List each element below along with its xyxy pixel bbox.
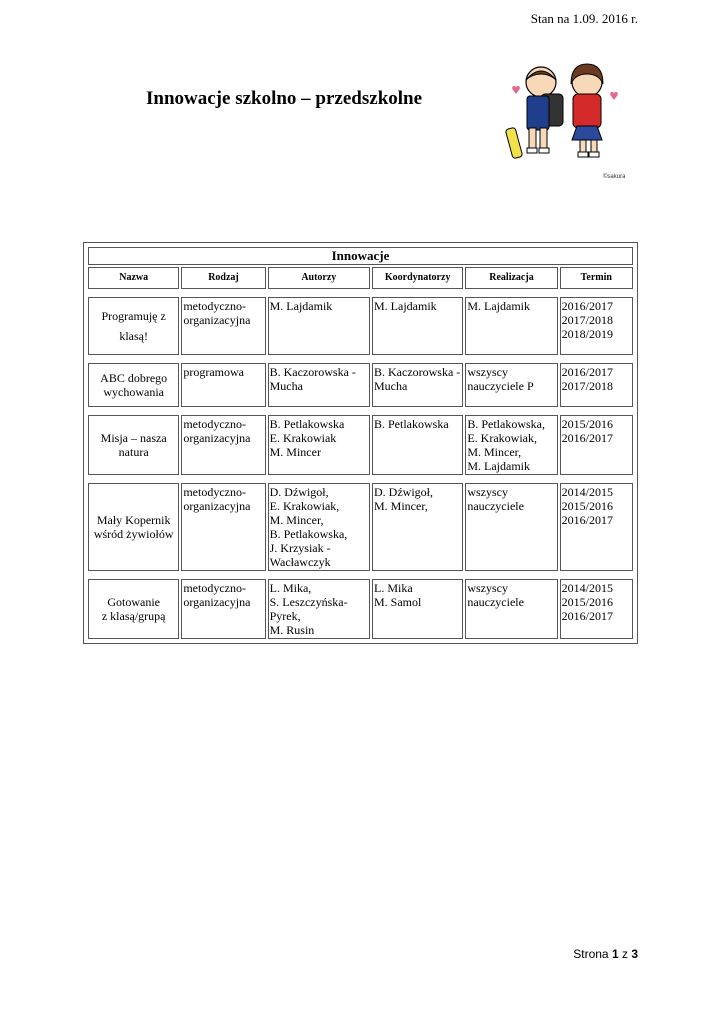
cell-nazwa (88, 363, 179, 407)
cell-line: wychowania (103, 385, 164, 399)
cell-line: natura (118, 445, 149, 459)
cell-line: metodyczno- (183, 581, 246, 595)
children-clipart (503, 60, 625, 184)
cell-line: M. Lajdamik (467, 299, 530, 313)
cell-autorzy (268, 363, 370, 407)
cell-realizacja (465, 297, 557, 355)
column-header: Nazwa (88, 267, 179, 289)
cell-realizacja (465, 415, 557, 475)
cell-line: Mucha (269, 379, 303, 393)
cell-line: Misja – nasza (100, 431, 167, 445)
cell-line: wszyscy (467, 485, 508, 499)
cell-line: 2015/2016 (561, 595, 613, 609)
cell-nazwa (88, 415, 179, 475)
cell-line: organizacyjna (183, 499, 251, 513)
cell-koordynatorzy (372, 297, 463, 355)
cell-line: M. Lajdamik (269, 299, 333, 313)
cell-line: L. Mika, (269, 581, 312, 595)
cell-line: M. Lajdamik (374, 299, 437, 313)
cell-nazwa (88, 483, 179, 571)
cell-line: nauczyciele (467, 499, 524, 513)
cell-line: M. Samol (374, 595, 422, 609)
cell-line: B. Kaczorowska - (269, 365, 356, 379)
cell-autorzy (268, 483, 370, 571)
cell-rodzaj (181, 579, 265, 639)
cell-line: B. Kaczorowska - (374, 365, 461, 379)
cell-line: 2016/2017 (561, 299, 613, 313)
cell-line: 2015/2016 (561, 417, 613, 431)
cell-nazwa (88, 579, 179, 639)
cell-line: E. Krakowiak (269, 431, 337, 445)
cell-line: B. Petlakowska, (269, 527, 348, 541)
footer-sep: z (621, 947, 628, 961)
cell-line: z klasą/grupą (101, 609, 166, 623)
cell-line: organizacyjna (183, 431, 251, 445)
cell-rodzaj (181, 363, 265, 407)
cell-line: 2015/2016 (561, 499, 613, 513)
boy-figure (505, 67, 563, 159)
cell-line: 2016/2017 (561, 513, 613, 527)
page-footer (573, 947, 638, 961)
cell-termin (560, 483, 633, 571)
cell-line: B. Petlakowska, (467, 417, 545, 431)
cell-termin (560, 297, 633, 355)
cell-line: wszyscy (467, 365, 508, 379)
status-date: Stan na 1.09. 2016 r. (530, 11, 638, 26)
cell-line: Gotowanie (107, 595, 160, 609)
cell-line: 2016/2017 (561, 609, 613, 623)
cell-line: 2017/2018 (561, 379, 613, 393)
cell-line: M. Lajdamik (467, 459, 530, 473)
cell-line: D. Dźwigoł, (374, 485, 433, 499)
cell-termin (560, 579, 633, 639)
footer-page: 1 (611, 947, 619, 961)
cell-line: E. Krakowiak, (467, 431, 537, 445)
cell-line: 2016/2017 (561, 365, 613, 379)
cell-rodzaj (181, 297, 265, 355)
cell-line: B. Petlakowska (374, 417, 449, 431)
column-header: Koordynatorzy (372, 267, 463, 289)
footer-prefix: Strona (573, 947, 609, 961)
innovations-table (83, 242, 638, 644)
cell-line: M. Mincer, (374, 499, 428, 513)
column-header: Realizacja (465, 267, 557, 289)
cell-koordynatorzy (372, 579, 463, 639)
cell-line: metodyczno- (183, 417, 246, 431)
cell-line: organizacyjna (183, 595, 251, 609)
page-title: Innowacje szkolno – przedszkolne (146, 88, 423, 109)
cell-rodzaj (181, 483, 265, 571)
cell-koordynatorzy (372, 415, 463, 475)
table-header-row (88, 267, 633, 289)
cell-line: Mucha (374, 379, 408, 393)
column-header: Termin (560, 267, 633, 289)
cell-termin (560, 415, 633, 475)
cell-autorzy (268, 579, 370, 639)
footer-total: 3 (631, 947, 638, 961)
cell-line: 2014/2015 (561, 581, 613, 595)
cell-line: metodyczno- (183, 299, 246, 313)
cell-line: 2014/2015 (561, 485, 613, 499)
cell-line: 2017/2018 (561, 313, 613, 327)
clipart-credit: ©sakura (603, 174, 625, 180)
cell-line: Programuję z (101, 309, 166, 323)
column-header: Rodzaj (181, 267, 265, 289)
girl-figure (571, 64, 603, 157)
cell-line: programowa (183, 365, 244, 379)
table-caption: Innowacje (88, 247, 633, 265)
cell-realizacja (465, 483, 557, 571)
cell-line: 2016/2017 (561, 431, 613, 445)
cell-line: metodyczno- (183, 485, 246, 499)
cell-line: M. Mincer (269, 445, 321, 459)
column-header: Autorzy (268, 267, 370, 289)
cell-autorzy (268, 415, 370, 475)
cell-autorzy (268, 297, 370, 355)
cell-koordynatorzy (372, 363, 463, 407)
cell-line: wśród żywiołów (93, 527, 174, 541)
cell-line: B. Petlakowska (269, 417, 345, 431)
cell-realizacja (465, 363, 557, 407)
cell-line: M. Mincer, (269, 513, 324, 527)
table-row (88, 483, 633, 571)
cell-line: E. Krakowiak, (269, 499, 340, 513)
cell-line: D. Dźwigoł, (269, 485, 329, 499)
table-row (88, 415, 633, 475)
cell-line: Wacławczyk (269, 555, 331, 569)
cell-line: klasą! (119, 329, 148, 343)
cell-nazwa (88, 297, 179, 355)
cell-line: nauczyciele P (467, 379, 534, 393)
cell-line: Pyrek, (269, 609, 301, 623)
cell-koordynatorzy (372, 483, 463, 571)
cell-rodzaj (181, 415, 265, 475)
cell-line: Mały Kopernik (96, 513, 171, 527)
cell-line: S. Leszczyńska- (269, 595, 348, 609)
cell-line: J. Krzysiak - (269, 541, 331, 555)
table-row (88, 363, 633, 407)
cell-termin (560, 363, 633, 407)
cell-line: nauczyciele (467, 595, 524, 609)
table-row (88, 297, 633, 355)
table-row (88, 579, 633, 639)
cell-line: L. Mika (374, 581, 413, 595)
cell-realizacja (465, 579, 557, 639)
cell-line: wszyscy (467, 581, 508, 595)
cell-line: ABC dobrego (100, 371, 168, 385)
cell-line: 2018/2019 (561, 327, 613, 341)
cell-line: organizacyjna (183, 313, 251, 327)
cell-line: M. Rusin (269, 623, 315, 637)
cell-line: M. Mincer, (467, 445, 522, 459)
